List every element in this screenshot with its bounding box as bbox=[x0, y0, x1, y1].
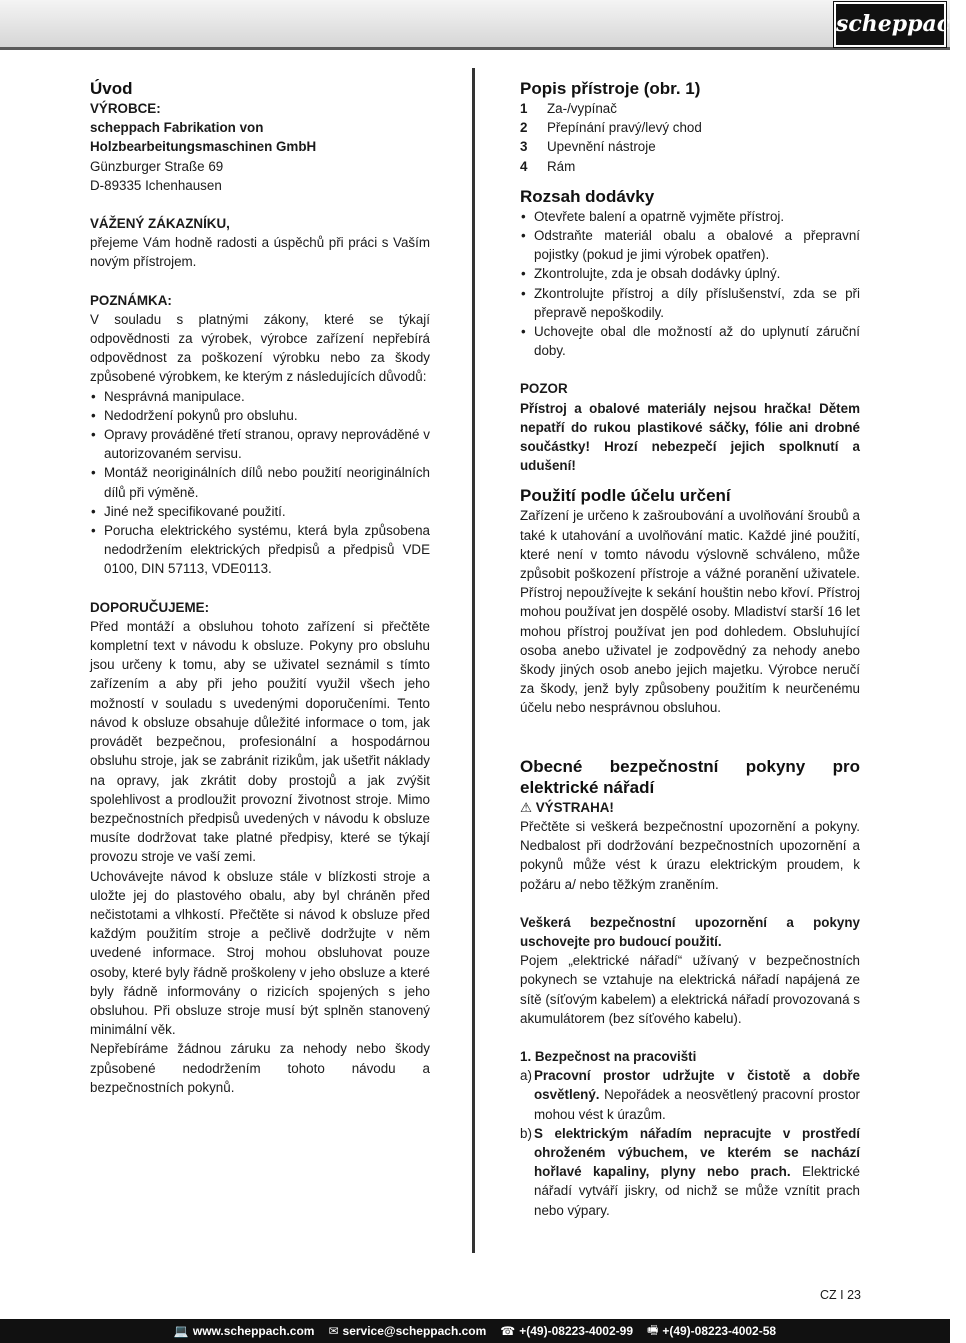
list-item: b) S elektrickým nářadím nepracujte v prostředí ohroženém výbuchem, ve kterém se nachází hořlavé kapaliny, plyny nebo prach. Elektrické nářadí vytváří jiskry, od nichž se může vznítit prach nebo výpary. bbox=[520, 1125, 860, 1218]
caution-text: Přístroj a obalové materiály nejsou hračka! Dětem nepatří do rukou plastikové sáčky, fólie ani drobné součástky! Hrozí nebezpečí jejich spolknutí a udušení! bbox=[520, 400, 860, 474]
column-divider bbox=[472, 68, 475, 1253]
list-item: • Porucha elektrického systému, která byla způsobena nedodržením elektrických předpisů a předpisů VDE 0100, DIN 57113, VDE0113. bbox=[90, 521, 430, 579]
list-item: 4 Rám bbox=[520, 158, 576, 174]
intended-use-title: Použití podle účelu určení bbox=[520, 486, 731, 506]
intended-use-text: Zařízení je určeno k zašroubování a uvolňování šroubů a také k utahování a uvolňování matic. Každé jiné použití, které není v tomto návodu výslovně schváleno, může způsobit poškození přístroje a vážné poranění uživatele. Přístroj nepoužívejte k sekání houštin nebo křoví. Přístroj mohou používat jen dospělé osoby. Mladiství starší 16 let mohou přístroj používat jen pod dohledem. Obsluhující osoba anebo uživatel je zodpovědný za nehody anebo škody jiných osob anebo jejich majetku. Výrobce neručí za škody, jenž byly způsobeny použitím k neurčenému účelu nebo nesprávnou obsluhou. bbox=[520, 508, 860, 716]
note-text: V souladu s platnými zákony, které se týkají odpovědnosti za výrobek, výrobce zařízení nepřebírá odpovědnost za poškození výrobku nebo za škody způsobené výrobkem, ke kterým z následujících důvodů: bbox=[90, 311, 430, 385]
manufacturer-name-1: scheppach Fabrikation von bbox=[90, 120, 264, 136]
keep-instructions-text: Veškerá bezpečnostní upozornění a pokyny uschovejte pro budoucí použití. bbox=[520, 914, 860, 949]
footer-bar bbox=[0, 1319, 950, 1343]
warning-text: Přečtěte si veškerá bezpečnostní upozornění a pokyny. Nedbalost při dodržování bezpečnostních upozornění a pokynů může vést k úrazu elektrickým proudem, k požáru a/ nebo těžkým zraněním. bbox=[520, 818, 860, 892]
manufacturer-city: D-89335 Ichenhausen bbox=[90, 177, 222, 193]
warning-heading: ⚠ VÝSTRAHA! bbox=[520, 799, 614, 815]
list-item: • Zkontrolujte přístroj a díly příslušenství, zda se při přepravě nepoškodily. bbox=[520, 284, 860, 322]
description-title: Popis přístroje (obr. 1) bbox=[520, 79, 701, 98]
description-list bbox=[520, 99, 860, 176]
list-item: • Uchovejte obal dle možností až do uplynutí záruční doby. bbox=[520, 322, 860, 360]
recommend-paragraph-3: Nepřebíráme žádnou záruku za nehody nebo škody způsobené nedodržením tohoto návodu a bezpečnostních pokynů. bbox=[90, 1041, 430, 1095]
workplace-list bbox=[520, 1066, 860, 1220]
list-item: • Nedodržení pokynů pro obsluhu. bbox=[90, 406, 430, 425]
power-tool-definition: Pojem „elektrické nářadí“ užívaný v bezpečnostních pokynech se vztahuje na elektrická nářadí napájená ze sítě (síťovým kabelem) a elektrická nářadí provozovaná s akumulátorem (bez síťového kabelu). bbox=[520, 953, 860, 1026]
manufacturer-street: Günzburger Straße 69 bbox=[90, 158, 224, 174]
list-item: • Otevřete balení a opatrně vyjměte přístroj. bbox=[520, 207, 860, 226]
list-item: • Zkontrolujte, zda je obsah dodávky úplný. bbox=[520, 264, 860, 283]
list-item: 1 Za-/vypínač bbox=[520, 101, 617, 116]
right-column bbox=[520, 78, 860, 1220]
scope-title: Rozsah dodávky bbox=[520, 186, 655, 206]
computer-icon: 💻 bbox=[173, 1324, 189, 1338]
recommend-paragraph-1: Před montáží a obsluhou tohoto zařízení si přečtěte kompletní text v návodu k obsluze. Pokyny pro obsluhu jsou určeny k tomu, aby se uživatel seznámil s tímto zařízením a aby při jeho použití využil všech jeho možností v souladu s uvedenými doporučeními. Tento návod k obsluze obsahuje důležité informace o tom, jak provádět bezpečnou, profesionální a hospodárnou obsluhu stroje, jak se zabránit rizikům, jak ušetřit náklady na opravy, jak zkrátit doby prostojů a jak zvýšit spolehlivost a prodloužit provozní životnost stroje. Mimo bezpečnostních předpisů uvedených v návodu k obsluze musíte dodržovat take platné předpisy, které se týkají provozu stroje ve vaší zemi. bbox=[90, 618, 430, 865]
safety-title: Obecné bezpečnostní pokyny pro elektrické nářadí bbox=[520, 756, 860, 797]
footer-fax: 🖷 +(49)-08223-4002-58 bbox=[647, 1321, 776, 1342]
warning-icon: ⚠ bbox=[520, 799, 533, 815]
scheppach-logo: scheppach bbox=[834, 2, 946, 47]
list-item: • Jiné než specifikované použití. bbox=[90, 502, 430, 521]
recommend-label: DOPORUČUJEME: bbox=[90, 599, 210, 615]
manufacturer-name-2: Holzbearbeitungsmaschinen GmbH bbox=[90, 139, 317, 155]
fax-icon: 🖷 bbox=[647, 1322, 659, 1337]
recommend-paragraph-2: Uchovávejte návod k obsluze stále v blízkosti stroje a uložte jej do plastového obalu, aby byl chráněn před nečistotami a vlhkostí. Přečtěte si návod k obsluze před každým použitím stroje a pečlivě dodržujte v něm uvedené informace. Stroj mohou obsluhovat pouze osoby, které byly řádně proškoleny v jeho obsluze a které byly řádně informovány o rizicích spojených s jeho obsluhou. Při obsluze stroje musí být splněn stanovený minimální věk. bbox=[90, 868, 430, 1038]
note-list bbox=[90, 387, 430, 579]
scope-list bbox=[520, 207, 860, 361]
list-item: • Odstraňte materiál obalu a obalové a přepravní pojistky (pokud je jimi výrobek opatřen). bbox=[520, 226, 860, 264]
list-item: • Montáž neoriginálních dílů nebo použití neoriginálních dílů při výměně. bbox=[90, 463, 430, 501]
footer-email[interactable]: ✉ service@scheppach.com bbox=[328, 1324, 487, 1338]
phone-icon: ☎ bbox=[500, 1324, 516, 1338]
dear-customer-text: přejeme Vám hodně radosti a úspěchů při práci s Vaším novým přístrojem. bbox=[90, 235, 430, 270]
manufacturer-label: VÝROBCE: bbox=[90, 101, 161, 116]
page-number: CZ I 23 bbox=[820, 1288, 861, 1302]
footer-website[interactable]: 💻 www.scheppach.com bbox=[173, 1324, 315, 1338]
note-label: POZNÁMKA: bbox=[90, 292, 172, 308]
list-item: 3 Upevnění nástroje bbox=[520, 139, 656, 155]
list-item: • Opravy prováděné třetí stranou, opravy neprováděné v autorizovaném servisu. bbox=[90, 425, 430, 463]
header-bar bbox=[0, 0, 966, 50]
dear-customer-label: VÁŽENÝ ZÁKAZNÍKU, bbox=[90, 216, 230, 232]
left-column bbox=[90, 78, 430, 1097]
caution-label: POZOR bbox=[520, 381, 568, 397]
mail-icon: ✉ bbox=[328, 1324, 339, 1338]
intro-title: Úvod bbox=[90, 79, 133, 98]
list-item: 2 Přepínání pravý/levý chod bbox=[520, 120, 702, 136]
footer-phone: ☎ +(49)-08223-4002-99 bbox=[500, 1324, 633, 1338]
workplace-safety-title: 1. Bezpečnost na pracovišti bbox=[520, 1048, 697, 1064]
list-item: a) Pracovní prostor udržujte v čistotě a dobře osvětlený. Nepořádek a neosvětlený pracovní prostor mohou vést k úrazům. bbox=[520, 1068, 860, 1122]
list-item: • Nesprávná manipulace. bbox=[90, 387, 430, 406]
